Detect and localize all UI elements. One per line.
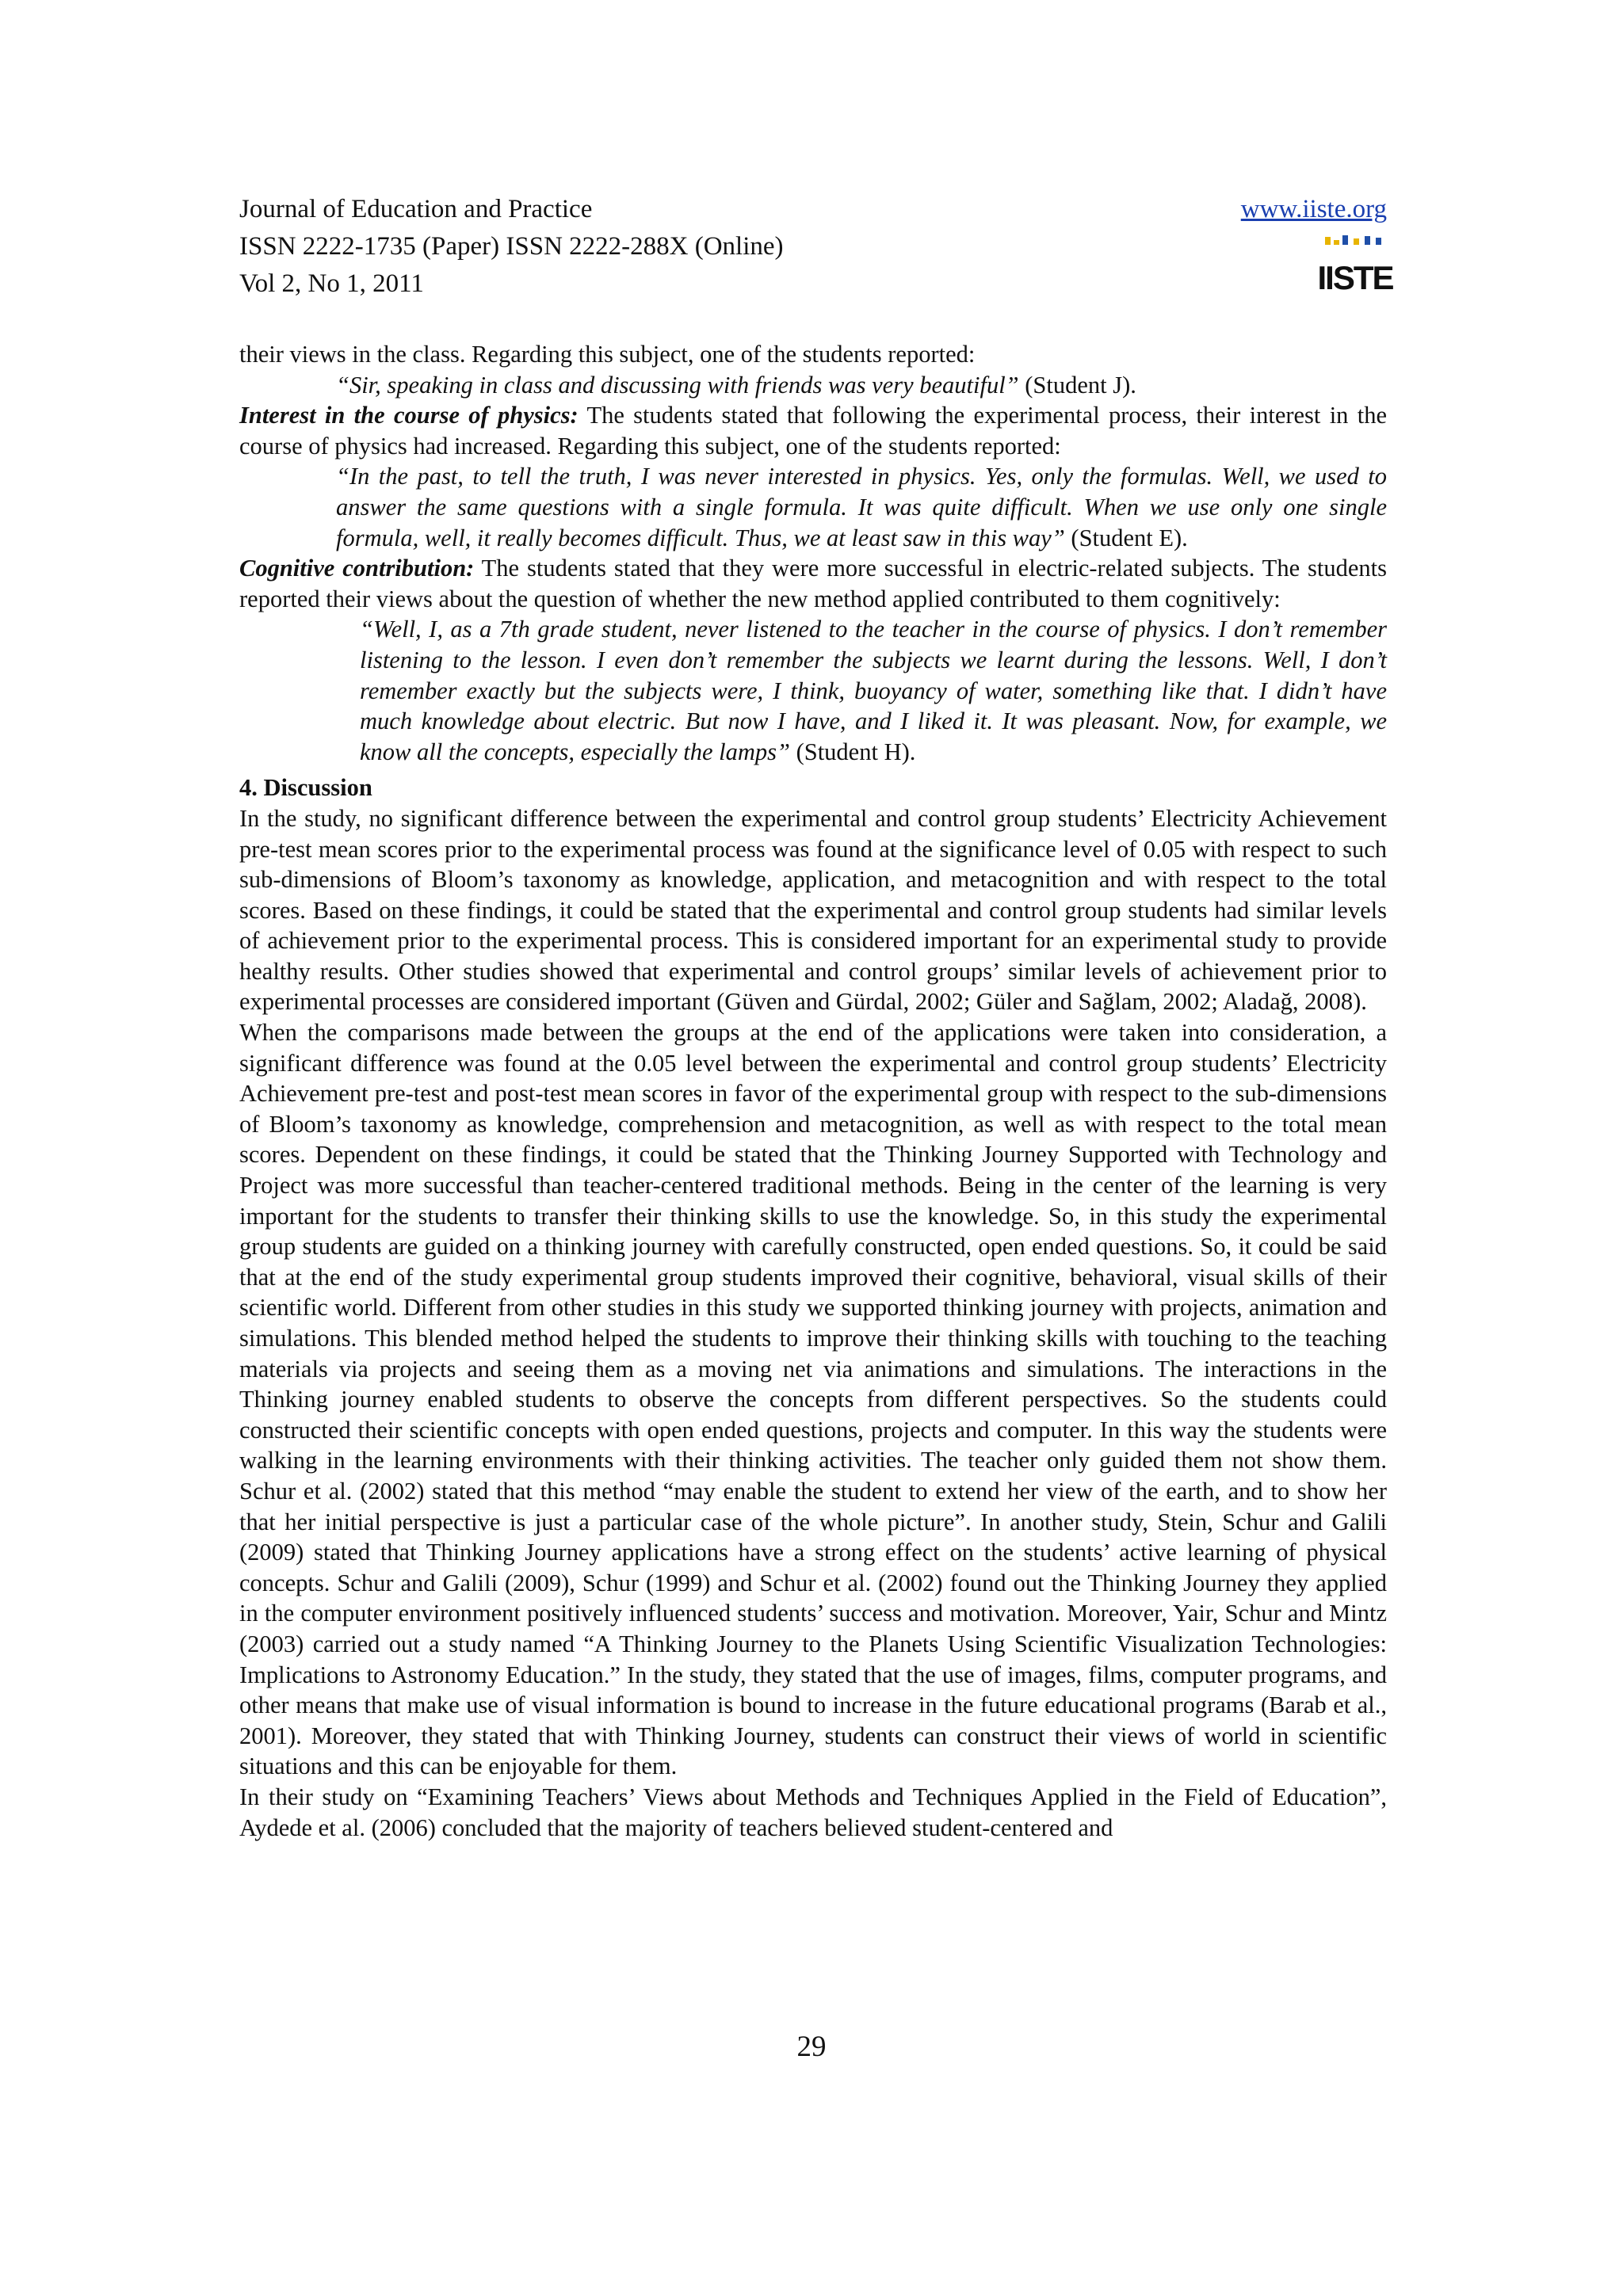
paragraph-cognitive-text: The students stated that they were more successful in electric-related subjects. The students reported their views about the question of whether the new method applied contributed to them cognitively: (239, 555, 1387, 612)
quote-attribution: (Student E). (1064, 524, 1188, 551)
page-number: 29 (796, 2031, 827, 2063)
quote-text: “In the past, to tell the truth, I was never interested in physics. Yes, only the formulas. Well, we used to answer the same questions with a single formula. It was quite difficult. When we use only one single formula, well, it really becomes difficult. Thus, we at least saw in this way” (336, 463, 1387, 551)
quote-text: “Sir, speaking in class and discussing with friends was very beautiful” (336, 371, 1019, 399)
discussion-paragraph-3: In their study on “Examining Teachers’ Views about Methods and Techniques Applied in the Field of Education”, Aydede et al. (2006) concluded that the majority of teachers believed student-centered and (239, 1783, 1387, 1841)
paragraph-views: their views in the class. Regarding this subject, one of the students reported: (239, 341, 976, 368)
subheading-cognitive: Cognitive contribution: (239, 555, 475, 582)
discussion-paragraph-1: In the study, no significant difference between the experimental and control group students’ Electricity Achievement pre-test mean scores prior to the experimental process was found at the significance level of 0.05 with respect to such sub-dimensions of Bloom’s taxonomy as knowledge, application, and metacognition and with respect to the total scores. Based on these findings, it could be stated that the experimental and control group students had similar levels of achievement prior to the experimental process. This is considered important for an experimental study to provide healthy results. Other studies showed that experimental and control groups’ similar levels of achievement prior to experimental processes are considered important (Güven and Gürdal, 2002; Güler and Sağlam, 2002; Aladağ, 2008). (239, 804, 1387, 1016)
quote-text: “Well, I, as a 7th grade student, never listened to the teacher in the course of physics. I don’t remember listening to the lesson. I even don’t remember the subjects we learnt during the lessons. Well, I don’t remember exactly but the subjects were, I think, buoyancy of water, something like that. I didn’t have much knowledge about electric. But now I have, and I liked it. It was pleasant. Now, for example, we know all the concepts, especially the lamps” (360, 616, 1387, 765)
discussion-paragraph-2: When the comparisons made between the groups at the end of the applications were taken into consideration, a significant difference was found at the 0.05 level between the experimental and control group students’ Electricity Achievement pre-test and post-test mean scores in favor of the experimental group with respect to the sub-dimensions of Bloom’s taxonomy as knowledge, comprehension and metacognition, as well as with respect to the total mean scores. Dependent on these findings, it could be stated that the Thinking Journey Supported with Technology and Project was more successful than teacher-centered traditional methods. Being in the center of the learning is very important for the students to transfer their thinking skills to use the knowledge. So, in this study the experimental group students are guided on a thinking journey with carefully constructed, open ended questions. So, it could be said that at the end of the study experimental group students improved their cognitive, behavioral, visual skills of their scientific world. Different from other studies in this study we supported thinking journey with projects, animation and simulations. This blended method helped the students to improve their thinking skills with touching to the teaching materials via projects and seeing them as a moving net via animations and simulations. The interactions in the Thinking journey enabled students to observe the concepts from different perspectives. So the students could constructed their scientific concepts with open ended questions, projects and computer. In this way the students were walking in the learning environments with their thinking activities. The teacher only guided them not show them. Schur et al. (2002) stated that this method “may enable the student to extend her view of the earth, and to show her that her initial perspective is just a particular case of the whole picture”. In another study, Stein, Schur and Galili (2009) stated that Thinking Journey applications have a strong effect on the students’ active learning of physical concepts. Schur and Galili (2009), Schur (1999) and Schur et al. (2002) found out the Thinking Journey they applied in the computer environment positively influenced students’ success and motivation. Moreover, Yair, Schur and Mintz (2003) carried out a study named “A Thinking Journey to the Planets Using Scientific Visualization Technologies: Implications to Astronomy Education.” In the study, they stated that the use of images, films, computer programs, and other means that make use of visual information is bound to increase in the future educational programs (Barab et al., 2001). Moreover, they stated that with Thinking Journey, students can construct their views of world in scientific situations and this can be enjoyable for them. (239, 1019, 1387, 1780)
subheading-interest: Interest in the course of physics: (239, 402, 579, 429)
article-body (239, 339, 1387, 1843)
journal-title: Journal of Education and Practice (239, 195, 593, 223)
quote-student-h (360, 614, 1387, 767)
paragraph-interest-text: The students stated that following the experimental process, their interest in the course of physics had increased. Regarding this subject, one of the students reported: (239, 402, 1388, 460)
quote-attribution: (Student J). (1018, 371, 1136, 399)
logo-text: IISTE (1317, 259, 1393, 296)
iiste-website-link[interactable]: www.iiste.org (1240, 195, 1387, 223)
quote-student-j (336, 370, 1387, 401)
section-heading-discussion: 4. Discussion (239, 774, 372, 802)
quote-student-e (336, 461, 1387, 553)
page-header (239, 191, 1393, 303)
iiste-logo-icon (1317, 234, 1393, 296)
issn-line: ISSN 2222-1735 (Paper) ISSN 2222-288X (Online) (239, 232, 784, 261)
volume-line: Vol 2, No 1, 2011 (239, 269, 424, 298)
paragraph-interest (239, 400, 1387, 461)
quote-attribution: (Student H). (789, 738, 916, 765)
paragraph-cognitive (239, 553, 1387, 614)
